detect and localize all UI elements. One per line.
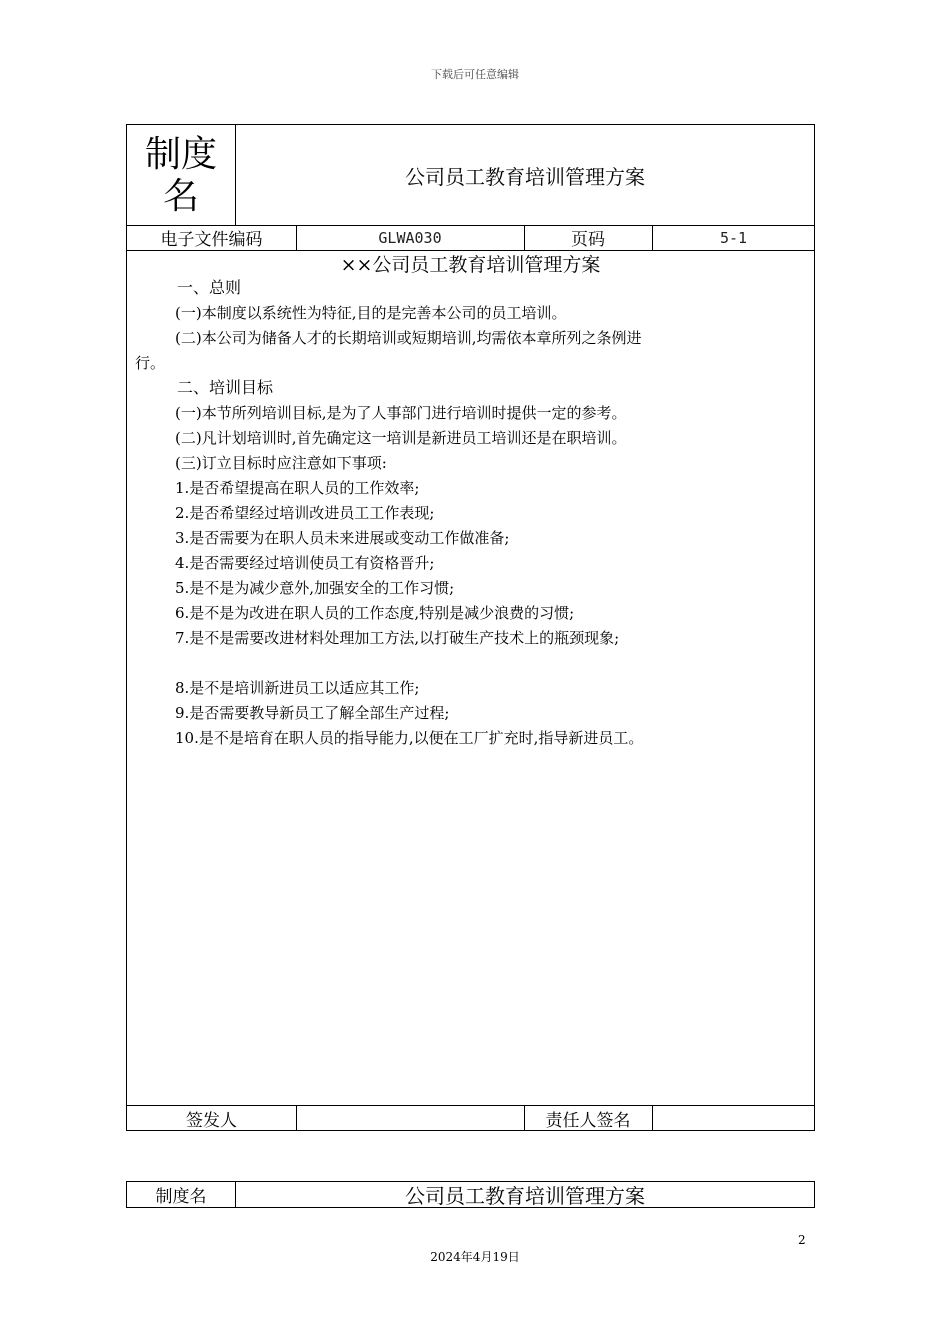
- page-code-value: 5-1: [719, 228, 748, 247]
- list-item: 2.是否希望经过培训改进员工工作表现;: [175, 504, 435, 522]
- list-item: 3.是否需要为在职人员未来进展或变动工作做准备;: [175, 529, 510, 547]
- page-code-label: 页码: [571, 230, 605, 250]
- page-header-note: 下载后可任意编辑: [431, 68, 519, 81]
- signer-field[interactable]: [296, 1105, 524, 1131]
- paragraph-line: (三)订立目标时应注意如下事项:: [175, 454, 387, 472]
- list-item: 10.是不是培育在职人员的指导能力,以便在工厂扩充时,指导新进员工。: [175, 729, 644, 747]
- document-title: ××公司员工教育培训管理方案: [340, 254, 601, 276]
- responsible-signature-label: 责任人签名: [545, 1110, 631, 1131]
- paragraph-line: (二)本公司为储备人才的长期培训或短期培训,均需依本章所列之条例进: [175, 329, 642, 347]
- regulation-title: 公司员工教育培训管理方案: [405, 164, 645, 189]
- section-heading: 一、总则: [177, 278, 242, 297]
- file-code-value: GLWA030: [378, 228, 442, 247]
- list-item: 4.是否需要经过培训使员工有资格晋升;: [175, 554, 435, 572]
- list-item: 6.是不是为改进在职人员的工作态度,特别是减少浪费的习惯;: [175, 604, 575, 622]
- paragraph-line: (一)本制度以系统性为特征,目的是完善本公司的员工培训。: [175, 304, 567, 322]
- footer-date: 2024年4月19日: [430, 1250, 520, 1264]
- responsible-signature-field[interactable]: [652, 1105, 815, 1131]
- file-code-label: 电子文件编码: [160, 230, 263, 250]
- regulation-name-label: [127, 127, 235, 225]
- regulation-table: [126, 124, 815, 1131]
- paragraph-line: (二)凡计划培训时,首先确定这一培训是新进员工培训还是在职培训。: [175, 429, 627, 447]
- list-item: 7.是不是需要改进材料处理加工方法,以打破生产技术上的瓶颈现象;: [175, 629, 620, 647]
- paragraph-line: (一)本节所列培训目标,是为了人事部门进行培训时提供一定的参考。: [175, 404, 627, 422]
- regulation-title-2: 公司员工教育培训管理方案: [405, 1184, 645, 1208]
- regulation-name-label-line2: 名: [162, 176, 199, 217]
- section-heading: 二、培训目标: [177, 378, 274, 397]
- regulation-table-continued: [126, 1181, 815, 1208]
- regulation-name-label-2: 制度名: [155, 1187, 207, 1207]
- list-item: 1.是否希望提高在职人员的工作效率;: [175, 479, 420, 497]
- list-item: 9.是否需要教导新员工了解全部生产过程;: [175, 704, 450, 722]
- list-item: 8.是不是培训新进员工以适应其工作;: [175, 679, 420, 697]
- row-divider: [127, 250, 814, 251]
- paragraph-line: 行。: [135, 354, 166, 372]
- signer-label: 签发人: [186, 1110, 237, 1131]
- page-number: 2: [798, 1233, 806, 1247]
- regulation-name-label-line1: 制度: [144, 134, 217, 175]
- list-item: 5.是不是为减少意外,加强安全的工作习惯;: [175, 579, 455, 597]
